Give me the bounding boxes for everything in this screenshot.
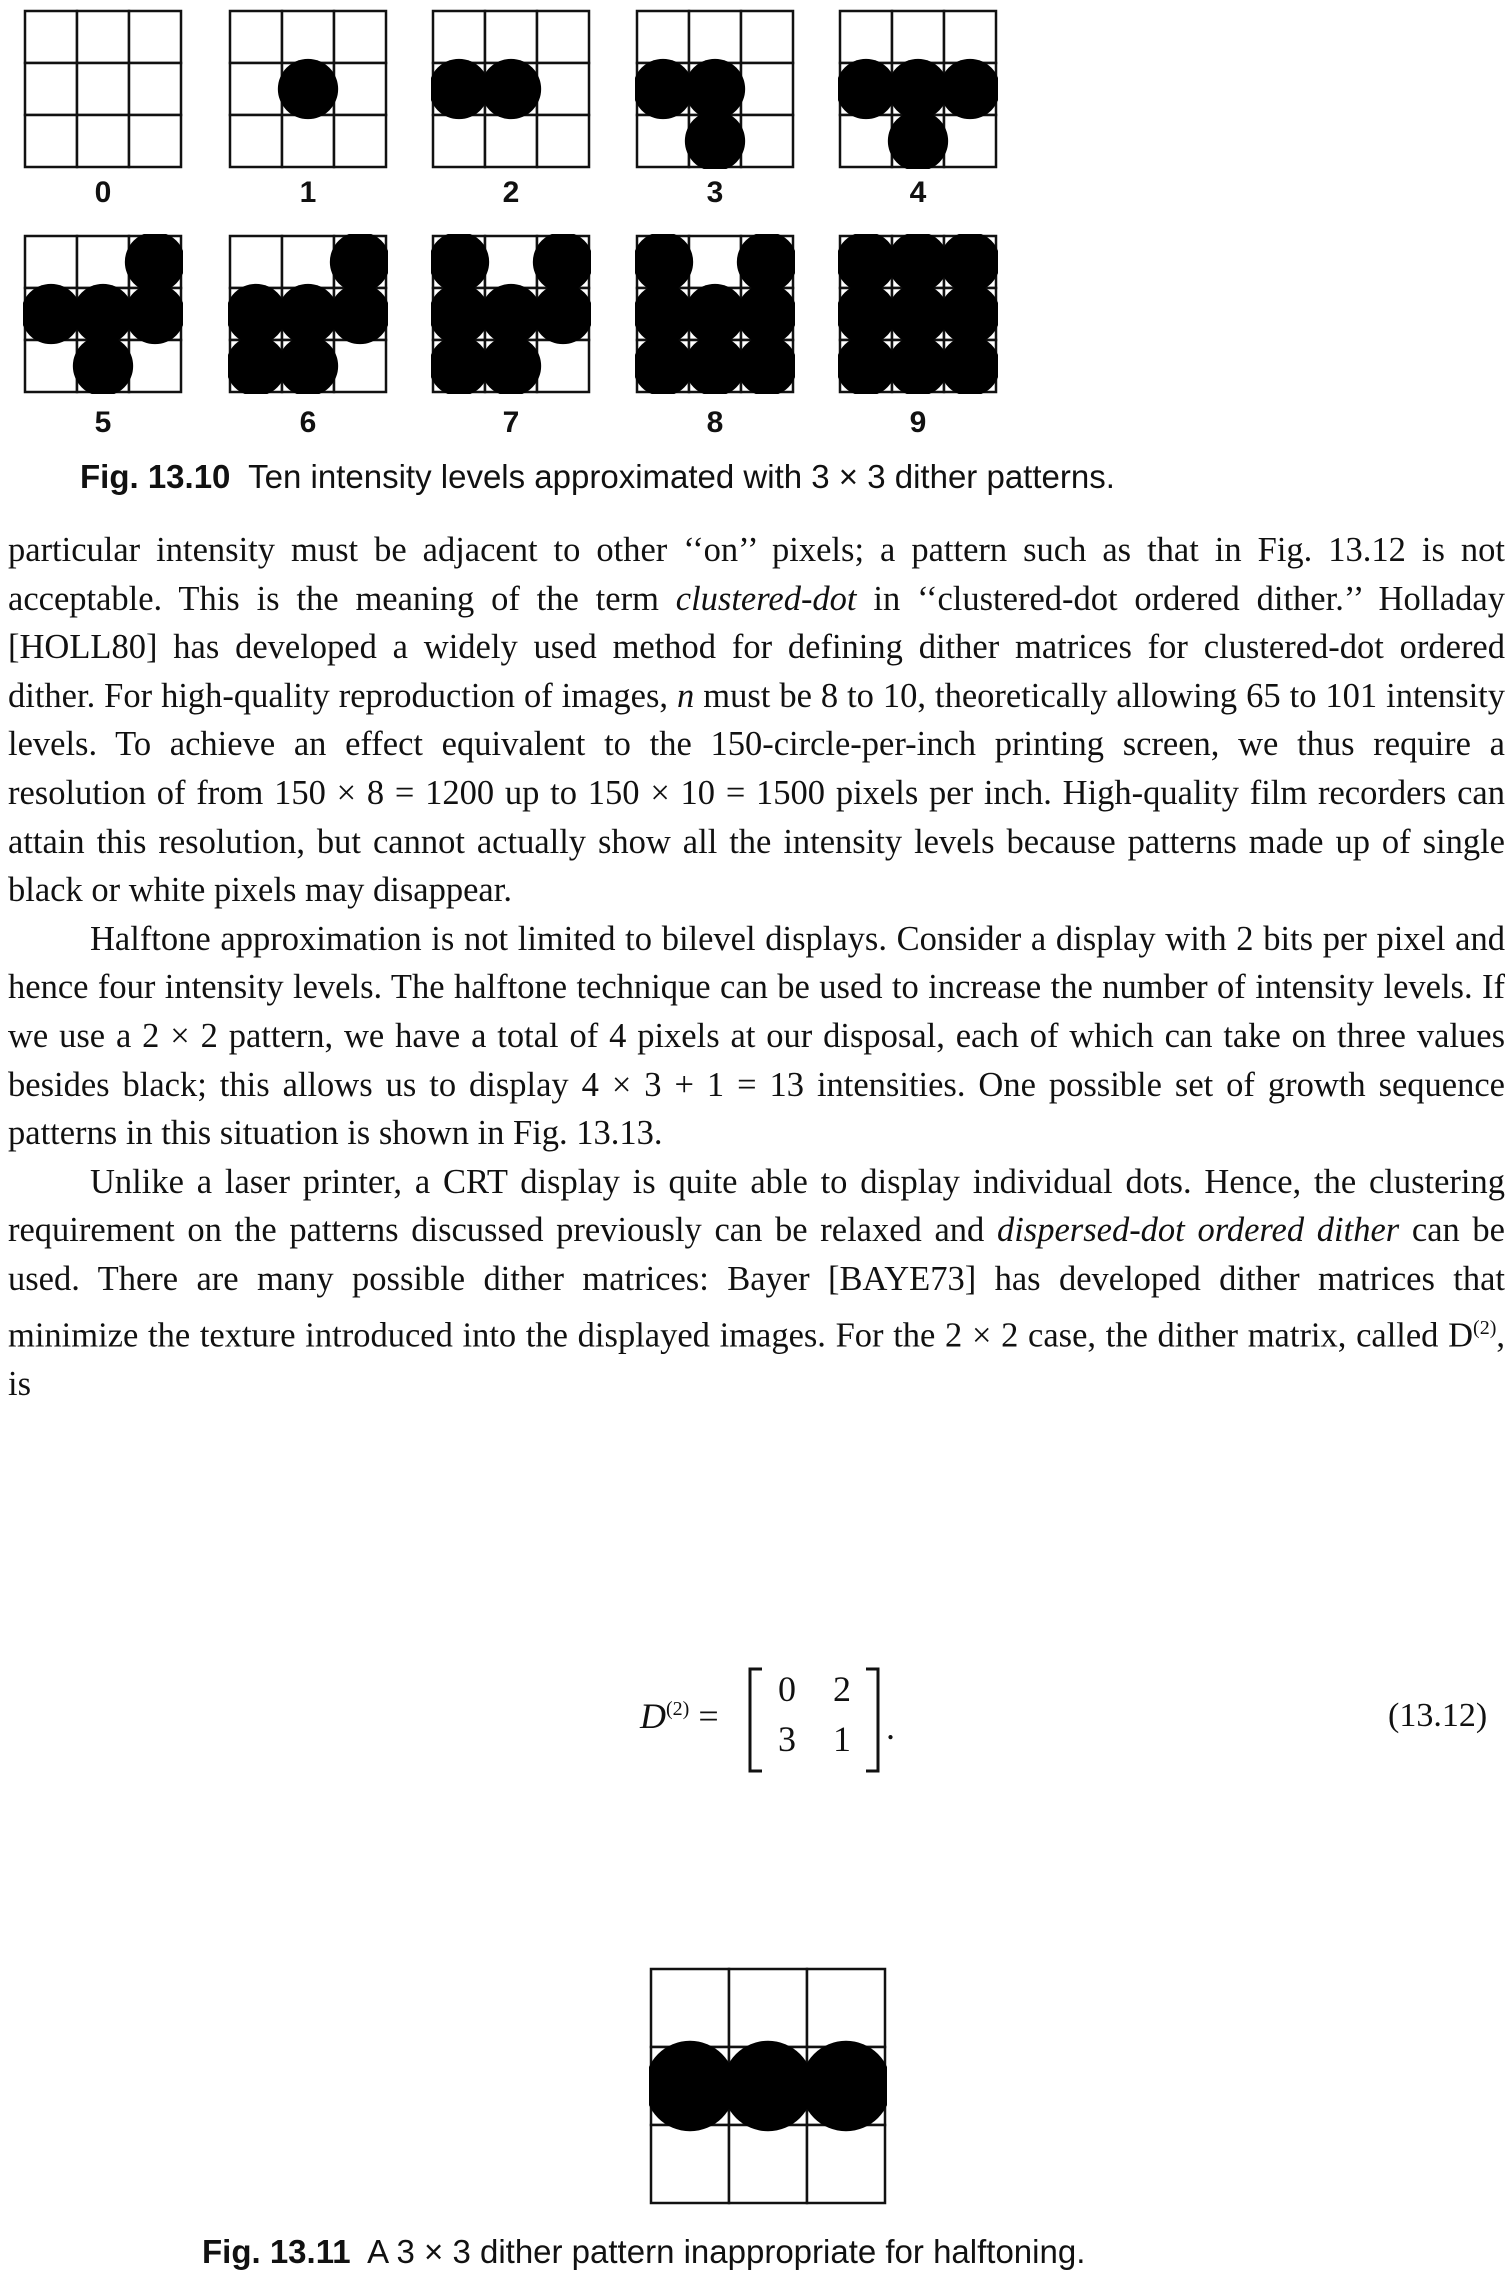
black-dot	[125, 284, 183, 344]
dither-pattern-5	[23, 234, 183, 394]
black-dot	[481, 336, 541, 394]
dither-pattern-3	[635, 9, 795, 169]
grid-cell	[537, 63, 589, 115]
matrix-cell-0-1: 2	[833, 1669, 851, 1709]
grid-cell	[25, 115, 77, 167]
black-dot	[888, 59, 948, 119]
grid-cell	[537, 340, 589, 392]
pattern-label-8: 8	[706, 406, 724, 439]
grid-cell	[282, 115, 334, 167]
grid-cell	[334, 63, 386, 115]
equation-lhs	[640, 1695, 719, 1737]
black-dot	[278, 336, 338, 394]
grid-cell	[282, 236, 334, 288]
pattern-label-4: 4	[909, 176, 927, 209]
grid-cell	[537, 11, 589, 63]
black-dot	[940, 284, 998, 344]
grid-cell	[129, 11, 181, 63]
grid-cell	[25, 63, 77, 115]
grid-cell	[729, 2125, 807, 2203]
grid-cell	[840, 11, 892, 63]
pattern-label-0: 0	[94, 176, 112, 209]
black-dot	[838, 59, 896, 119]
black-dot	[940, 59, 998, 119]
term-emphasis: clustered-dot	[675, 579, 857, 618]
grid-cell	[230, 115, 282, 167]
black-dot	[635, 284, 693, 344]
paragraph-3	[8, 1158, 1505, 1408]
black-dot	[737, 284, 795, 344]
black-dot	[723, 2041, 813, 2131]
black-dot	[685, 111, 745, 169]
black-dot	[888, 284, 948, 344]
pattern-label-7: 7	[502, 406, 520, 439]
pattern-label-1: 1	[299, 176, 317, 209]
grid-cell	[651, 2125, 729, 2203]
grid-cell	[944, 115, 996, 167]
grid-cell	[944, 11, 996, 63]
grid-cell	[433, 115, 485, 167]
black-dot	[73, 336, 133, 394]
dither-pattern-1	[228, 9, 388, 169]
grid-cell	[537, 115, 589, 167]
grid-cell	[729, 1969, 807, 2047]
inappropriate-dither-pattern	[649, 1967, 887, 2205]
black-dot	[685, 59, 745, 119]
dither-pattern-9	[838, 234, 998, 394]
grid-cell	[807, 1969, 885, 2047]
grid-cell	[230, 236, 282, 288]
grid-cell	[689, 11, 741, 63]
paragraph-1	[8, 526, 1505, 915]
black-dot	[278, 284, 338, 344]
black-dot	[685, 284, 745, 344]
black-dot	[73, 284, 133, 344]
black-dot	[888, 336, 948, 394]
grid-cell	[892, 11, 944, 63]
grid-cell	[77, 11, 129, 63]
p2-text: Halftone approximation is not limited to bilevel displays. Consider a display with 2 bits per pixel and hence four intensity levels. The halftone technique can be used to increase the number of intensity levels. If we use a 2 × 2 pattern, we have a total of 4 pixels at our disposal, each of which can take on three values besides black; this allows us to display 4 × 3 + 1 = 13 intensities. One possible set of growth sequence patterns in this situation is shown in Fig. 13.13.	[8, 919, 1505, 1153]
p3-emphasis: dispersed-dot ordered dither	[996, 1211, 1400, 1250]
equation-number: (13.12)	[1388, 1697, 1488, 1734]
grid-cell	[230, 11, 282, 63]
equation-symbol: D	[640, 1696, 666, 1736]
grid-cell	[485, 236, 537, 288]
paragraph-2	[8, 915, 1505, 1158]
grid-cell	[129, 340, 181, 392]
figure-number: Fig. 13.11	[202, 2233, 351, 2270]
grid-cell	[25, 236, 77, 288]
grid-cell	[77, 115, 129, 167]
grid-cell	[689, 236, 741, 288]
p3-text-c: , is	[8, 1316, 1505, 1403]
grid-cell	[741, 115, 793, 167]
black-dot	[685, 336, 745, 394]
black-dot	[481, 59, 541, 119]
pattern-label-6: 6	[299, 406, 317, 439]
grid-cell	[637, 11, 689, 63]
p3-text-a: Unlike a laser printer, a CRT display is quite able to display individual dots. Hence, the clustering requirement on the patterns discussed previously can be relaxed and	[8, 1162, 1505, 1250]
equation-equals: =	[698, 1696, 719, 1736]
equation-superscript: (2)	[666, 1698, 690, 1720]
grid-cell	[77, 236, 129, 288]
grid-cell	[230, 63, 282, 115]
black-dot	[838, 284, 896, 344]
dither-pattern-2	[431, 9, 591, 169]
black-dot	[801, 2041, 887, 2131]
variable-n: n	[677, 676, 695, 715]
grid-cell	[741, 11, 793, 63]
black-dot	[533, 284, 591, 344]
grid-cell	[485, 11, 537, 63]
p3-superscript: (2)	[1473, 1316, 1497, 1339]
dither-pattern-8	[635, 234, 795, 394]
caption-text: A 3 × 3 dither pattern inappropriate for halftoning.	[367, 2233, 1086, 2270]
grid-cell	[334, 11, 386, 63]
black-dot	[635, 59, 693, 119]
grid-cell	[77, 63, 129, 115]
pattern-label-5: 5	[94, 406, 112, 439]
matrix-cell-1-0: 3	[778, 1719, 796, 1759]
grid-cell	[651, 1969, 729, 2047]
p1-text: particular intensity must be adjacent to other ‘‘on’’ pixels; a pattern such as that in Fig. 13.12 is not acceptable. This is the meaning of the term clustered-dot in ‘‘clustered-dot ordered dither.’’ Holladay [HOLL80] has developed a widely used method for defining dither matrices for clustered-dot ordered dither. For high-quality reproduction of images, n must be 8 to 10, theoretically allowing 65 to 101 intensity levels. To achieve an effect equivalent to the 150-circle-per-inch printing screen, we thus require a resolution of from 150 × 8 = 1200 up to 150 × 10 = 1500 pixels per inch. High-quality film recorders can attain this resolution, but cannot actually show all the intensity levels because patterns made up of single black or white pixels may disappear.	[8, 531, 1505, 910]
grid-cell	[637, 115, 689, 167]
grid-cell	[334, 115, 386, 167]
figure-13-10-caption	[80, 458, 1115, 496]
dither-pattern-4	[838, 9, 998, 169]
grid-cell	[807, 2125, 885, 2203]
matrix-cell-1-1: 1	[833, 1719, 851, 1759]
grid-cell	[840, 115, 892, 167]
figure-number: Fig. 13.10	[80, 458, 231, 495]
pattern-label-9: 9	[909, 406, 927, 439]
body-text	[8, 526, 1505, 1408]
dither-pattern-0	[23, 9, 183, 169]
grid-cell	[282, 11, 334, 63]
grid-cell	[485, 115, 537, 167]
black-dot	[431, 284, 489, 344]
black-dot	[888, 234, 948, 292]
grid-cell	[334, 340, 386, 392]
grid-cell	[129, 63, 181, 115]
black-dot	[431, 59, 489, 119]
black-dot	[888, 111, 948, 169]
black-dot	[278, 59, 338, 119]
black-dot	[330, 284, 388, 344]
grid-cell	[25, 11, 77, 63]
grid-cell	[433, 11, 485, 63]
dither-pattern-7	[431, 234, 591, 394]
grid-cell	[741, 63, 793, 115]
grid-cell	[25, 340, 77, 392]
p3-text-b: can be used. There are many possible dither matrices: Bayer [BAYE73] has developed dither matrices that minimize the texture introduced into the displayed images. For the 2 × 2 case, the dither matrix, called D	[8, 1211, 1505, 1354]
equation-trail: .	[886, 1707, 895, 1747]
figure-13-11-caption	[202, 2233, 1085, 2271]
black-dot	[481, 284, 541, 344]
black-dot	[228, 284, 286, 344]
grid-cell	[129, 115, 181, 167]
pattern-label-3: 3	[706, 176, 724, 209]
matrix-cell-0-0: 0	[778, 1669, 796, 1709]
pattern-label-2: 2	[502, 176, 520, 209]
dither-pattern-6	[228, 234, 388, 394]
black-dot	[649, 2041, 735, 2131]
black-dot	[23, 284, 81, 344]
caption-text: Ten intensity levels approximated with 3 × 3 dither patterns.	[248, 458, 1115, 495]
